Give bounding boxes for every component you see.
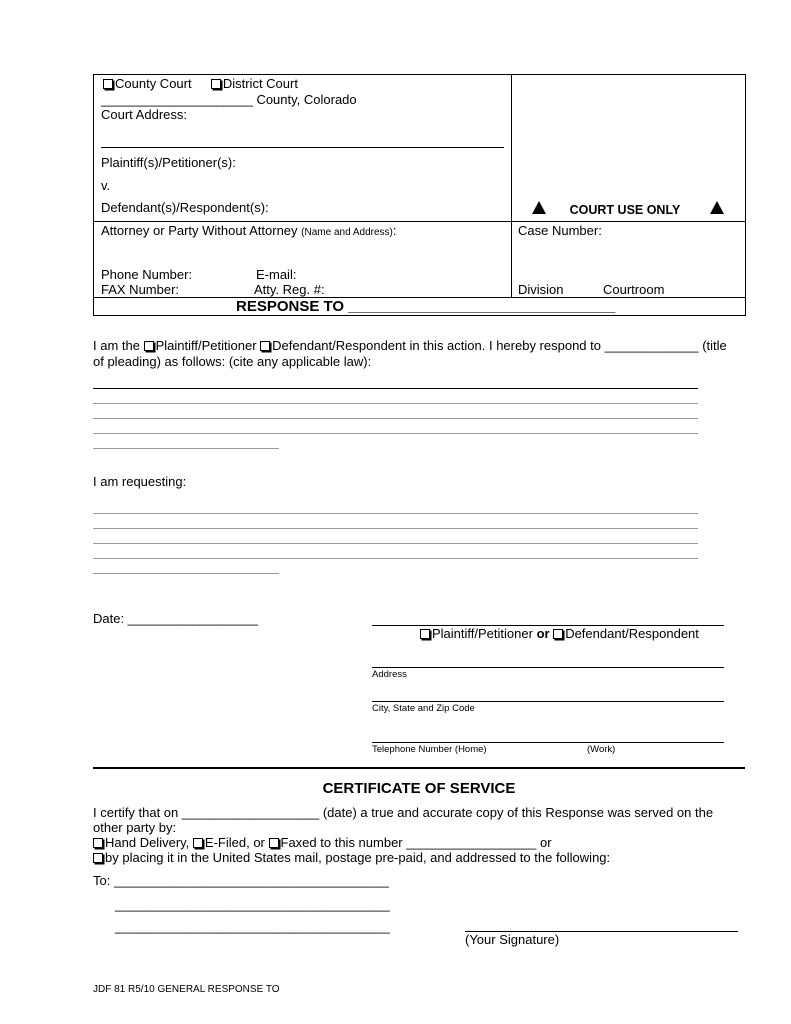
request-line[interactable] bbox=[93, 528, 698, 529]
date-field[interactable]: Date: __________________ bbox=[93, 611, 258, 626]
party-checkbox-row bbox=[420, 626, 699, 641]
intro-prefix: I am the bbox=[93, 338, 140, 353]
faxed-label: Faxed to this number __________________ or bbox=[280, 835, 552, 850]
telephone-line[interactable] bbox=[372, 742, 724, 743]
mail-checkbox[interactable] bbox=[93, 853, 103, 863]
response-line[interactable] bbox=[93, 388, 698, 389]
request-line[interactable] bbox=[93, 513, 698, 514]
city-state-zip-line[interactable] bbox=[372, 701, 724, 702]
defendant-respondent-label: Defendant/Respondent in this action. I hereby respond to _____________ (title bbox=[272, 338, 727, 353]
certificate-line-1: I certify that on ___________________ (date) a true and accurate copy of this Response was served on the bbox=[93, 805, 714, 820]
response-line[interactable] bbox=[93, 403, 698, 404]
to-address-line[interactable]: ______________________________________ bbox=[115, 919, 390, 934]
telephone-label: Telephone Number (Home) bbox=[372, 744, 487, 755]
city-state-zip-label: City, State and Zip Code bbox=[372, 703, 475, 714]
efiled-label: E-Filed, or bbox=[204, 835, 265, 850]
section-divider bbox=[93, 767, 745, 769]
intro-line-2: of pleading) as follows: (cite any applicable law): bbox=[93, 354, 372, 369]
caption-divider-1 bbox=[93, 221, 746, 222]
or-label: or bbox=[536, 626, 550, 641]
response-line[interactable] bbox=[93, 433, 698, 434]
response-line[interactable] bbox=[93, 448, 279, 449]
atty-reg-label: Atty. Reg. #: bbox=[254, 282, 325, 297]
to-field[interactable]: To: ______________________________________ bbox=[93, 873, 389, 888]
defendant-respondent-label: Defendant/Respondent bbox=[565, 626, 699, 641]
plaintiff-label: Plaintiff(s)/Petitioner(s): bbox=[101, 155, 236, 170]
service-method-row bbox=[93, 835, 552, 850]
court-address-line[interactable] bbox=[101, 147, 504, 148]
attorney-colon: : bbox=[392, 223, 397, 238]
response-line[interactable] bbox=[93, 418, 698, 419]
division-label: Division bbox=[518, 282, 564, 297]
email-label: E-mail: bbox=[256, 267, 297, 282]
courtroom-label: Courtroom bbox=[603, 282, 665, 297]
certificate-title: CERTIFICATE OF SERVICE bbox=[322, 780, 516, 797]
request-line[interactable] bbox=[93, 543, 698, 544]
plaintiff-petitioner-checkbox[interactable] bbox=[420, 629, 430, 639]
defendant-respondent-checkbox[interactable] bbox=[553, 629, 563, 639]
work-label: (Work) bbox=[587, 744, 616, 755]
phone-label: Phone Number: bbox=[101, 267, 193, 282]
county-line[interactable]: _____________________ County, Colorado bbox=[101, 92, 357, 107]
versus-label: v. bbox=[101, 178, 111, 193]
case-number-label: Case Number: bbox=[518, 223, 602, 238]
plaintiff-petitioner-label: Plaintiff/Petitioner bbox=[155, 338, 257, 353]
county-court-checkbox[interactable] bbox=[103, 79, 113, 89]
response-to-title: RESPONSE TO ________________________________ bbox=[236, 298, 616, 315]
form-id-footer: JDF 81 R5/10 GENERAL RESPONSE TO bbox=[93, 984, 280, 995]
intro-line-1 bbox=[93, 338, 727, 353]
caption-vertical-divider bbox=[511, 74, 512, 297]
plaintiff-petitioner-checkbox[interactable] bbox=[144, 341, 154, 351]
attorney-label-row bbox=[101, 223, 397, 238]
requesting-label: I am requesting: bbox=[93, 474, 187, 489]
hand-delivery-label: Hand Delivery, bbox=[105, 835, 190, 850]
court-use-only bbox=[532, 201, 724, 217]
your-signature-label: (Your Signature) bbox=[465, 932, 560, 947]
fax-label: FAX Number: bbox=[101, 282, 180, 297]
efiled-checkbox[interactable] bbox=[193, 838, 203, 848]
attorney-name-address-label: (Name and Address) bbox=[301, 227, 393, 238]
request-line[interactable] bbox=[93, 558, 698, 559]
plaintiff-petitioner-label: Plaintiff/Petitioner bbox=[432, 626, 533, 641]
district-court-checkbox[interactable] bbox=[211, 79, 221, 89]
mail-row bbox=[93, 850, 610, 865]
court-address-label: Court Address: bbox=[101, 107, 187, 122]
court-type-row bbox=[103, 76, 298, 91]
court-use-only-label: COURT USE ONLY bbox=[569, 203, 681, 217]
attorney-label: Attorney or Party Without Attorney bbox=[101, 223, 298, 238]
faxed-checkbox[interactable] bbox=[269, 838, 279, 848]
certificate-line-2: other party by: bbox=[93, 820, 177, 835]
triangle-up-icon bbox=[710, 201, 724, 214]
to-address-line[interactable]: ______________________________________ bbox=[115, 897, 390, 912]
hand-delivery-checkbox[interactable] bbox=[93, 838, 103, 848]
mail-label: by placing it in the United States mail, postage pre-paid, and addressed to the following: bbox=[105, 850, 611, 865]
district-court-label: District Court bbox=[222, 76, 298, 91]
address-label: Address bbox=[372, 669, 407, 680]
defendant-respondent-checkbox[interactable] bbox=[260, 341, 270, 351]
defendant-label: Defendant(s)/Respondent(s): bbox=[101, 200, 269, 215]
county-court-label: County Court bbox=[115, 76, 192, 91]
address-line[interactable] bbox=[372, 667, 724, 668]
triangle-up-icon bbox=[532, 201, 546, 214]
request-line[interactable] bbox=[93, 573, 279, 574]
